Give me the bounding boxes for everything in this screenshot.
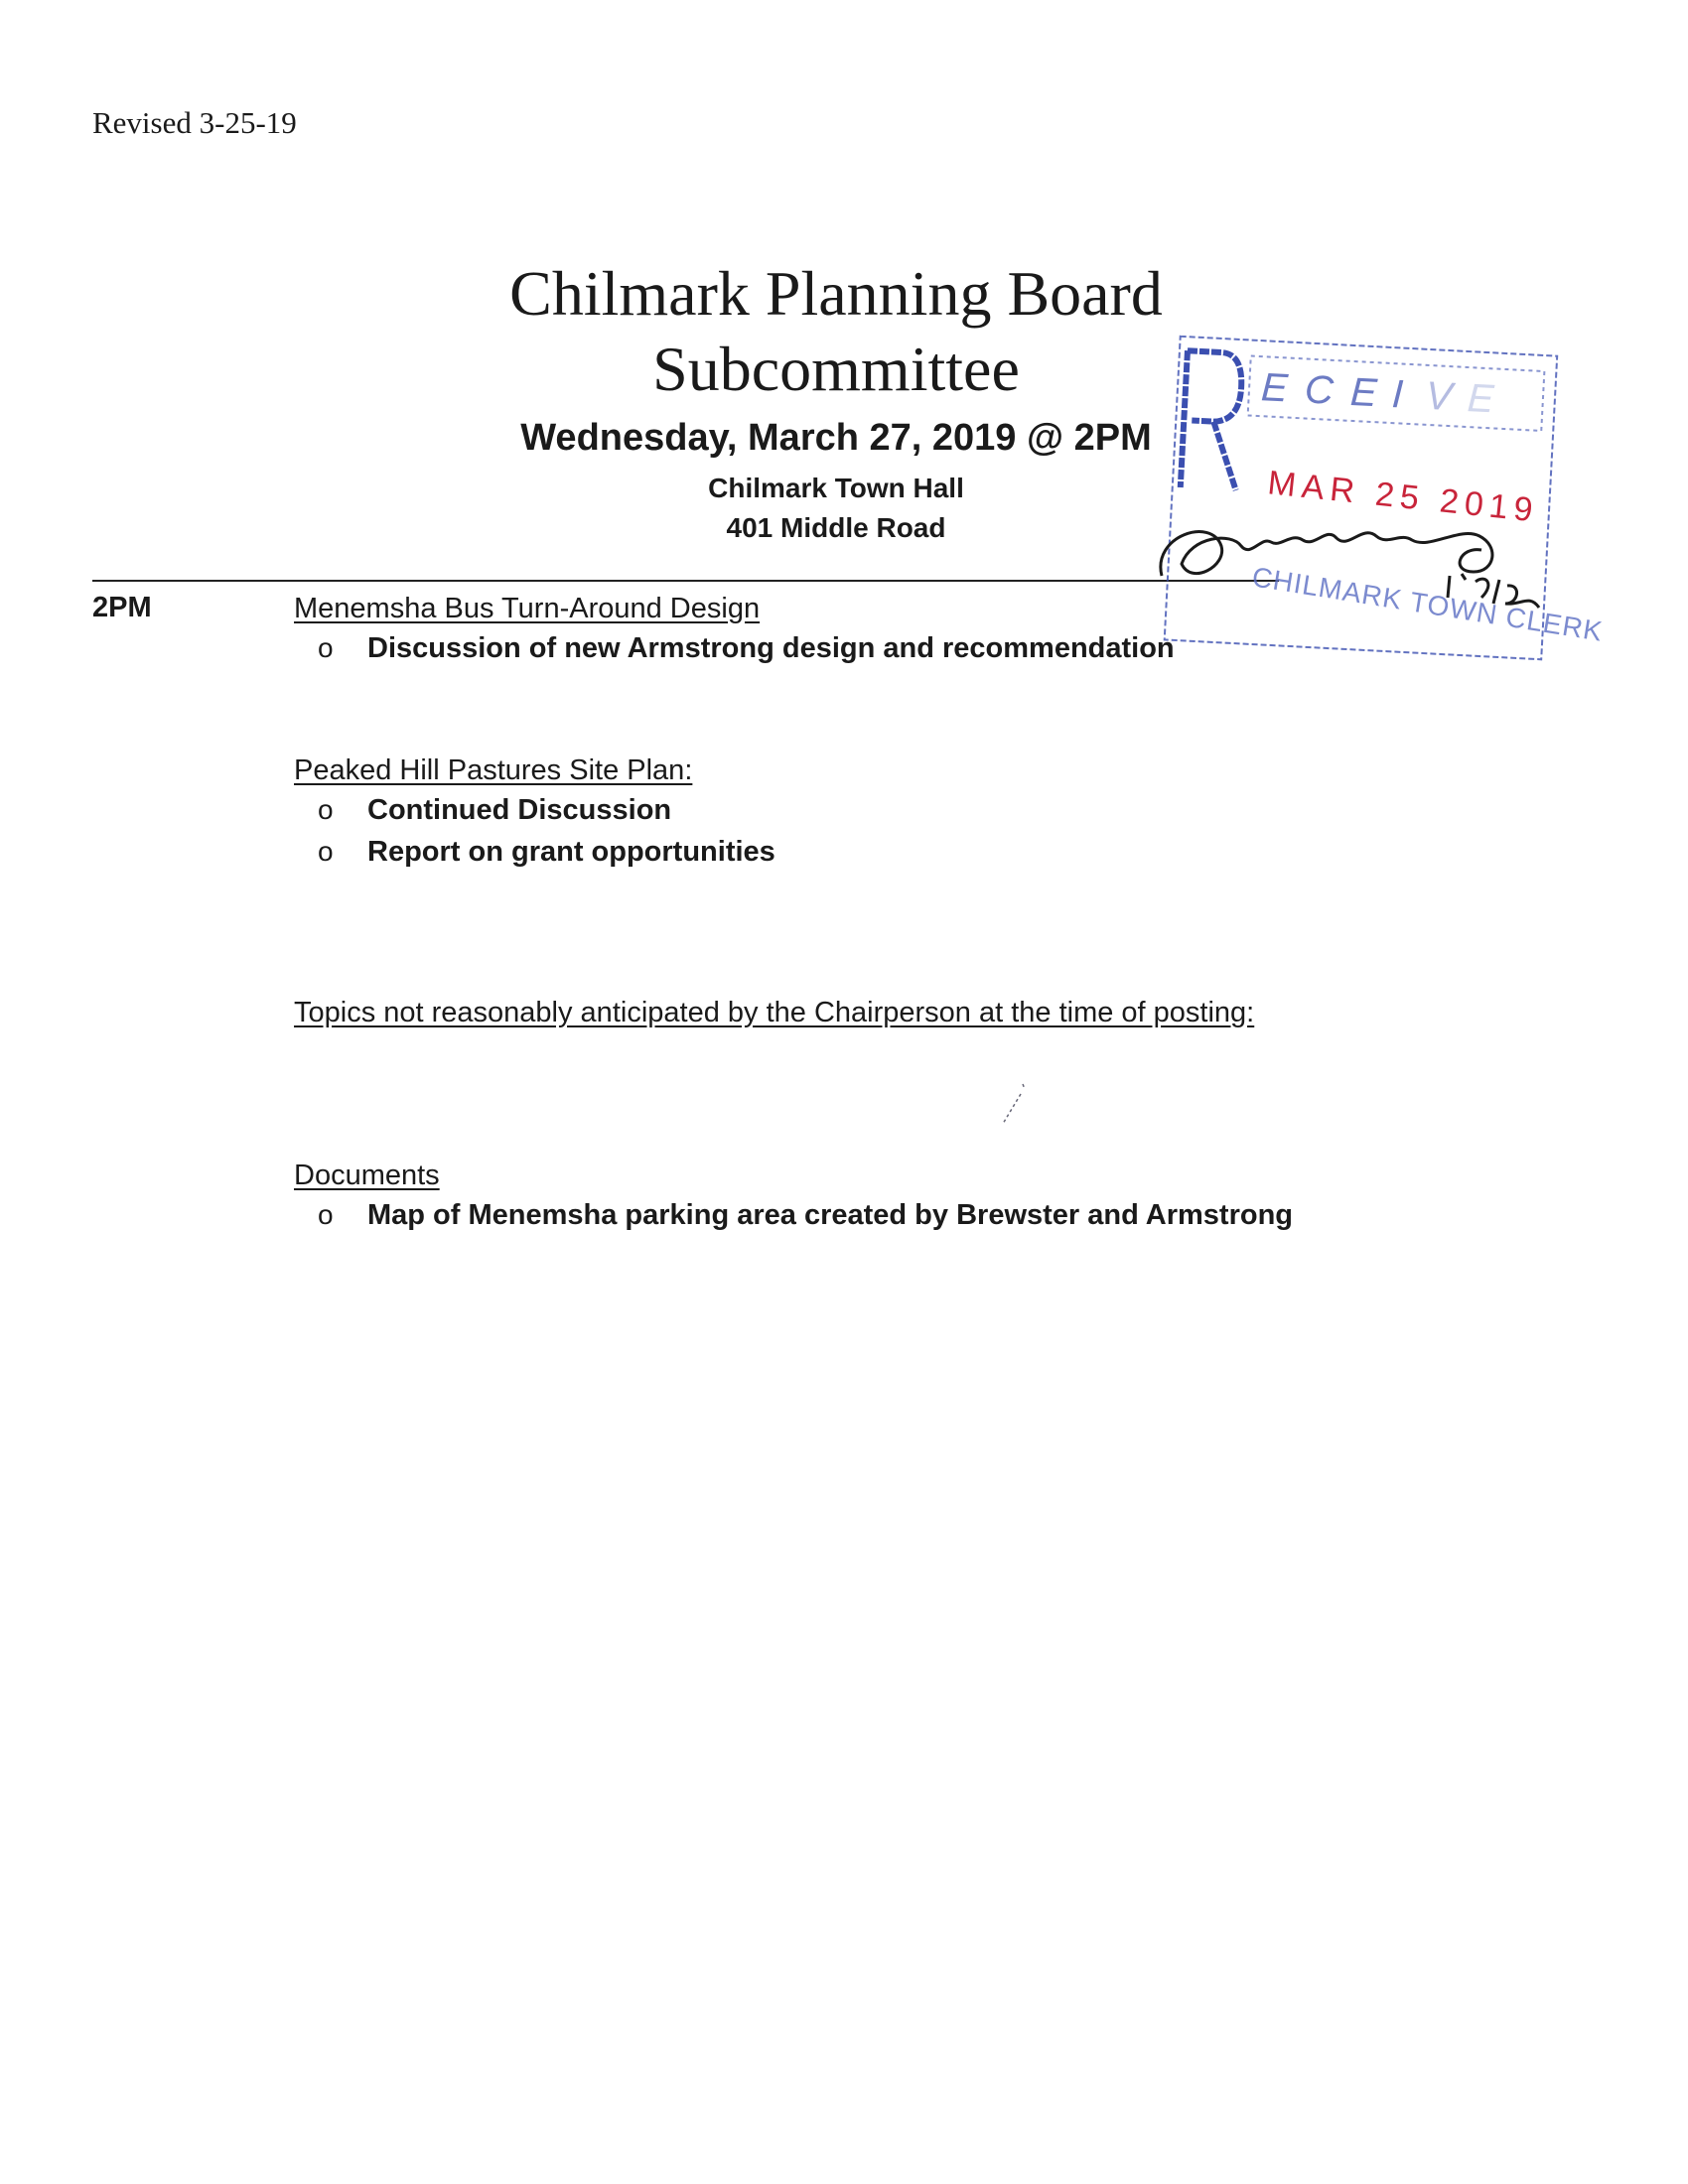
stamp-letter-i: I <box>1390 372 1405 417</box>
list-item <box>294 627 1175 669</box>
stamp-r-glyph <box>1181 350 1243 490</box>
stray-pen-mark <box>995 1080 1035 1130</box>
stamp-clerk-text: CHILMARK TOWN CLERK <box>1249 561 1606 647</box>
meeting-location: Chilmark Town Hall <box>708 473 964 503</box>
revised-date: Revised 3-25-19 <box>92 105 297 140</box>
stamp-letter-e3: E <box>1466 376 1495 422</box>
list-item <box>294 1194 1293 1236</box>
agenda-section-documents <box>294 1157 1293 1236</box>
stamp-letter-e: E <box>1259 365 1289 411</box>
title-line-2: Subcommittee <box>652 334 1020 404</box>
bullet-marker: o <box>318 836 334 867</box>
section-title: Documents <box>294 1160 440 1191</box>
meeting-address: 401 Middle Road <box>726 512 946 543</box>
list-item <box>294 831 775 873</box>
section-title: Menemsha Bus Turn-Around Design <box>294 593 761 624</box>
bullet-marker: o <box>318 632 334 663</box>
stamp-date: MAR 25 2019 <box>1265 464 1541 530</box>
bullet-marker: o <box>318 1199 334 1230</box>
title-line-1: Chilmark Planning Board <box>509 258 1163 329</box>
bullet-marker: o <box>318 794 334 825</box>
agenda-section-other-topics <box>294 994 1254 1031</box>
stamp-received-row <box>1260 365 1496 421</box>
agenda-section-peaked-hill <box>294 751 775 873</box>
meeting-date-time: Wednesday, March 27, 2019 @ 2PM <box>520 417 1152 459</box>
list-item-text: Discussion of new Armstrong design and recommendation <box>367 632 1175 664</box>
list-item-text: Continued Discussion <box>367 794 672 826</box>
signature-mark <box>1161 532 1492 576</box>
received-stamp <box>1132 338 1606 675</box>
list-item-text: Map of Menemsha parking area created by Brewster and Armstrong <box>367 1199 1294 1231</box>
list-item-text: Report on grant opportunities <box>367 836 775 868</box>
header-divider <box>92 580 1279 582</box>
agenda-time: 2PM <box>92 592 152 623</box>
agenda-section-bus-turnaround <box>294 590 1175 669</box>
stamp-letter-e2: E <box>1348 369 1378 416</box>
stamp-letter-c: C <box>1303 367 1336 413</box>
stamp-letter-v: V <box>1424 373 1454 420</box>
list-item <box>294 789 775 831</box>
section-title: Topics not reasonably anticipated by the Chairperson at the time of posting: <box>294 997 1255 1028</box>
section-title: Peaked Hill Pastures Site Plan: <box>294 754 693 786</box>
